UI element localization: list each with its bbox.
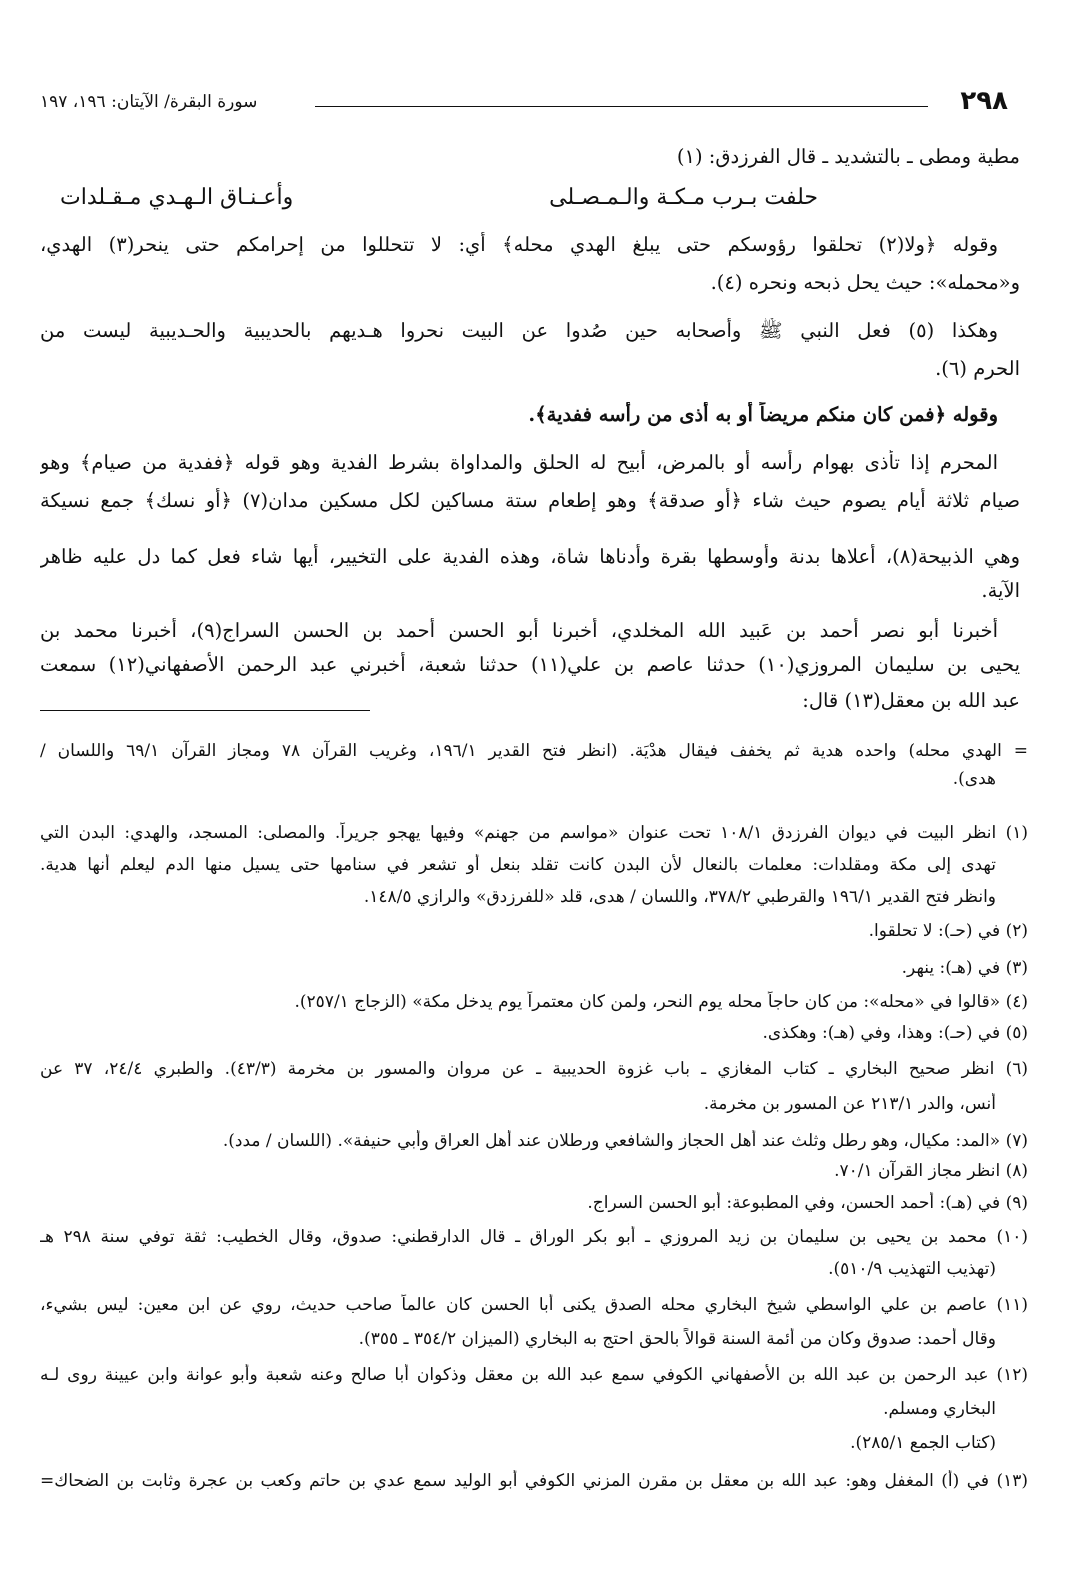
poem-hemistich-left: وأعـنـاق الـهـدي مـقـلدات [60, 185, 294, 210]
body-line-11: الآية. [981, 579, 1020, 602]
footnote-9: (٩) في (هـ): أحمد الحسن، وفي المطبوعة: أبو الحسن السراج. [587, 1193, 1028, 1213]
body-line-12: أخبرنا أبو نصر أحمد بن عَبيد الله المخلدي، أخبرنا أبو الحسن أحمد بن الحسن السراج(٩)، أخبرنا محمد بن [40, 619, 998, 642]
footnote-separator [40, 710, 370, 711]
body-line-13: يحيى بن سليمان المروزي(١٠) حدثنا عاصم بن علي(١١) حدثنا شعبة، أخبرني عبد الرحمن الأصفهاني(١٢) سمعت [40, 653, 1020, 676]
body-line-7: وقوله ﴿فمن كان منكم مريضاً أو به أذى من رأسه ففدية﴾. [528, 403, 998, 426]
footnote-6-line-2: أنس، والدر ٢١٣/١ عن المسور بن مخرمة. [703, 1094, 996, 1114]
body-line-6: الحرم (٦). [935, 357, 1020, 380]
header-rule [315, 106, 928, 107]
footnote-11-line-1: (١١) عاصم بن علي الواسطي شيخ البخاري محله الصدق يكنى أبا الحسن كان عالماً صاحب حديث، روي عن ابن معين: ليس بشيء، [40, 1295, 1028, 1315]
footnote-12-line-1: (١٢) عبد الرحمن بن عبد الله بن الأصفهاني الكوفي سمع عبد الله بن معقل وذكوان أبا صالح وعنه شعبة وأبو عوانة وابن عيينة روى لـه [40, 1365, 1028, 1385]
footnote-7: (٧) «المد: مكيال، وهو رطل وثلث عند أهل الحجاز والشافعي ورطلان عند أهل العراق وأبي حنيفة». (اللسان / مدد). [222, 1131, 1028, 1151]
footnote-continuation-line-1: = الهدي محله) واحده هدية ثم يخفف فيقال هدْيَة. (انظر فتح القدير ١٩٦/١، وغريب القرآن ٧٨ ومجاز القرآن ٦٩/١ واللسان / [40, 741, 1028, 761]
footnote-3: (٣) في (هـ): ينهر. [901, 958, 1028, 978]
footnote-6-line-1: (٦) انظر صحيح البخاري ـ كتاب المغازي ـ باب غزوة الحديبية ـ عن مروان والمسور بن مخرمة (٤٣/٣). والطبري ٢٤/٤، ٣٧ عن [40, 1059, 1028, 1079]
footnote-10-line-2: (تهذيب التهذيب ٥١٠/٩). [828, 1259, 996, 1279]
poem-hemistich-right: حلفت بـرب مـكـة والـمـصـلى [549, 185, 818, 210]
footnote-1-line-1: (١) انظر البيت في ديوان الفرزدق ١٠٨/١ تحت عنوان «مواسم من جهنم» وفيها يهجو جريراً. والمصلى: المسجد، والهدي: البدن التي [40, 823, 1028, 843]
page-number: ٢٩٨ [960, 86, 1008, 116]
footnote-continuation-line-2: هدى). [952, 769, 996, 789]
footnote-10-line-1: (١٠) محمد بن يحيى بن سليمان بن زيد المروزي ـ أبو بكر الوراق ـ قال الدارقطني: صدوق، وقال الخطيب: ثقة توفي سنة ٢٩٨ هـ [40, 1227, 1028, 1247]
footnote-11-line-2: وقال أحمد: صدوق وكان من أئمة السنة قوالاً بالحق احتج به البخاري (الميزان ٣٥٤/٢ ـ ٣٥٥). [358, 1329, 996, 1349]
body-line-8: المحرم إذا تأذى بهوام رأسه أو بالمرض، أبيح له الحلق والمداواة بشرط الفدية وهو قوله ﴿ففدية من صيام﴾ وهو [40, 451, 998, 474]
body-line-4: و«محمله»: حيث يحل ذبحه ونحره (٤). [710, 271, 1020, 294]
body-line-5: وهكذا (٥) فعل النبي ﷺ وأصحابه حين صُدوا عن البيت نحروا هـديهم بالحديبية والحـديبية ليست من [40, 319, 998, 342]
footnote-12-line-3: (كتاب الجمع ٢٨٥/١). [850, 1433, 996, 1453]
footnote-8: (٨) انظر مجاز القرآن ٧٠/١. [834, 1161, 1028, 1181]
body-line-3: وقوله ﴿ولا(٢) تحلقوا رؤوسكم حتى يبلغ الهدي محله﴾ أي: لا تتحللوا من إحرامكم حتى ينحر(٣) الهدي، [40, 233, 998, 256]
poem-verse [60, 185, 818, 210]
running-title: سورة البقرة/ الآيتان: ١٩٦، ١٩٧ [40, 92, 258, 112]
footnote-2: (٢) في (حـ): لا تحلقوا. [868, 921, 1028, 941]
body-line-10: وهي الذبيحة(٨)، أعلاها بدنة وأوسطها بقرة وأدناها شاة، وهذه الفدية على التخيير، أيها شاء فعل كما دل عليه ظاهر [40, 545, 1020, 568]
footnote-4: (٤) «قالوا في «محله»: من كان حاجاً محله يوم النحر، ولمن كان معتمراً يوم يدخل مكة» (الزجاج ٢٥٧/١). [294, 992, 1028, 1012]
body-line-9: صيام ثلاثة أيام يصوم حيث شاء ﴿أو صدقة﴾ وهو إطعام ستة مساكين لكل مسكين مدان(٧) ﴿أو نسك﴾ جمع نسيكة [40, 489, 1020, 512]
footnote-13: (١٣) في (أ) المغفل وهو: عبد الله بن معقل بن مقرن المزني الكوفي أبو الوليد سمع عدي بن حاتم وكعب بن عجرة وثابت بن الضحاك= [40, 1471, 1028, 1491]
body-line-1: مطية ومطى ـ بالتشديد ـ قال الفرزدق: (١) [676, 145, 1020, 168]
footnote-5: (٥) في (حـ): وهذا، وفي (هـ): وهكذى. [762, 1023, 1028, 1043]
footnote-1-line-3: وانظر فتح القدير ١٩٦/١ والقرطبي ٣٧٨/٢، واللسان / هدى، قلد «للفرزدق» والرازي ١٤٨/٥. [363, 887, 996, 907]
page-header [40, 86, 1008, 126]
footnote-1-line-2: تهدى إلى مكة ومقلدات: معلمات بالنعال لأن البدن كانت تقلد بنعل أو تشعر في سنامها حتى يسيل منها الدم ليعلم أنها هدية. [40, 855, 996, 875]
footnote-12-line-2: البخاري ومسلم. [883, 1399, 996, 1419]
body-line-14: عبد الله بن معقل(١٣) قال: [802, 689, 1020, 712]
